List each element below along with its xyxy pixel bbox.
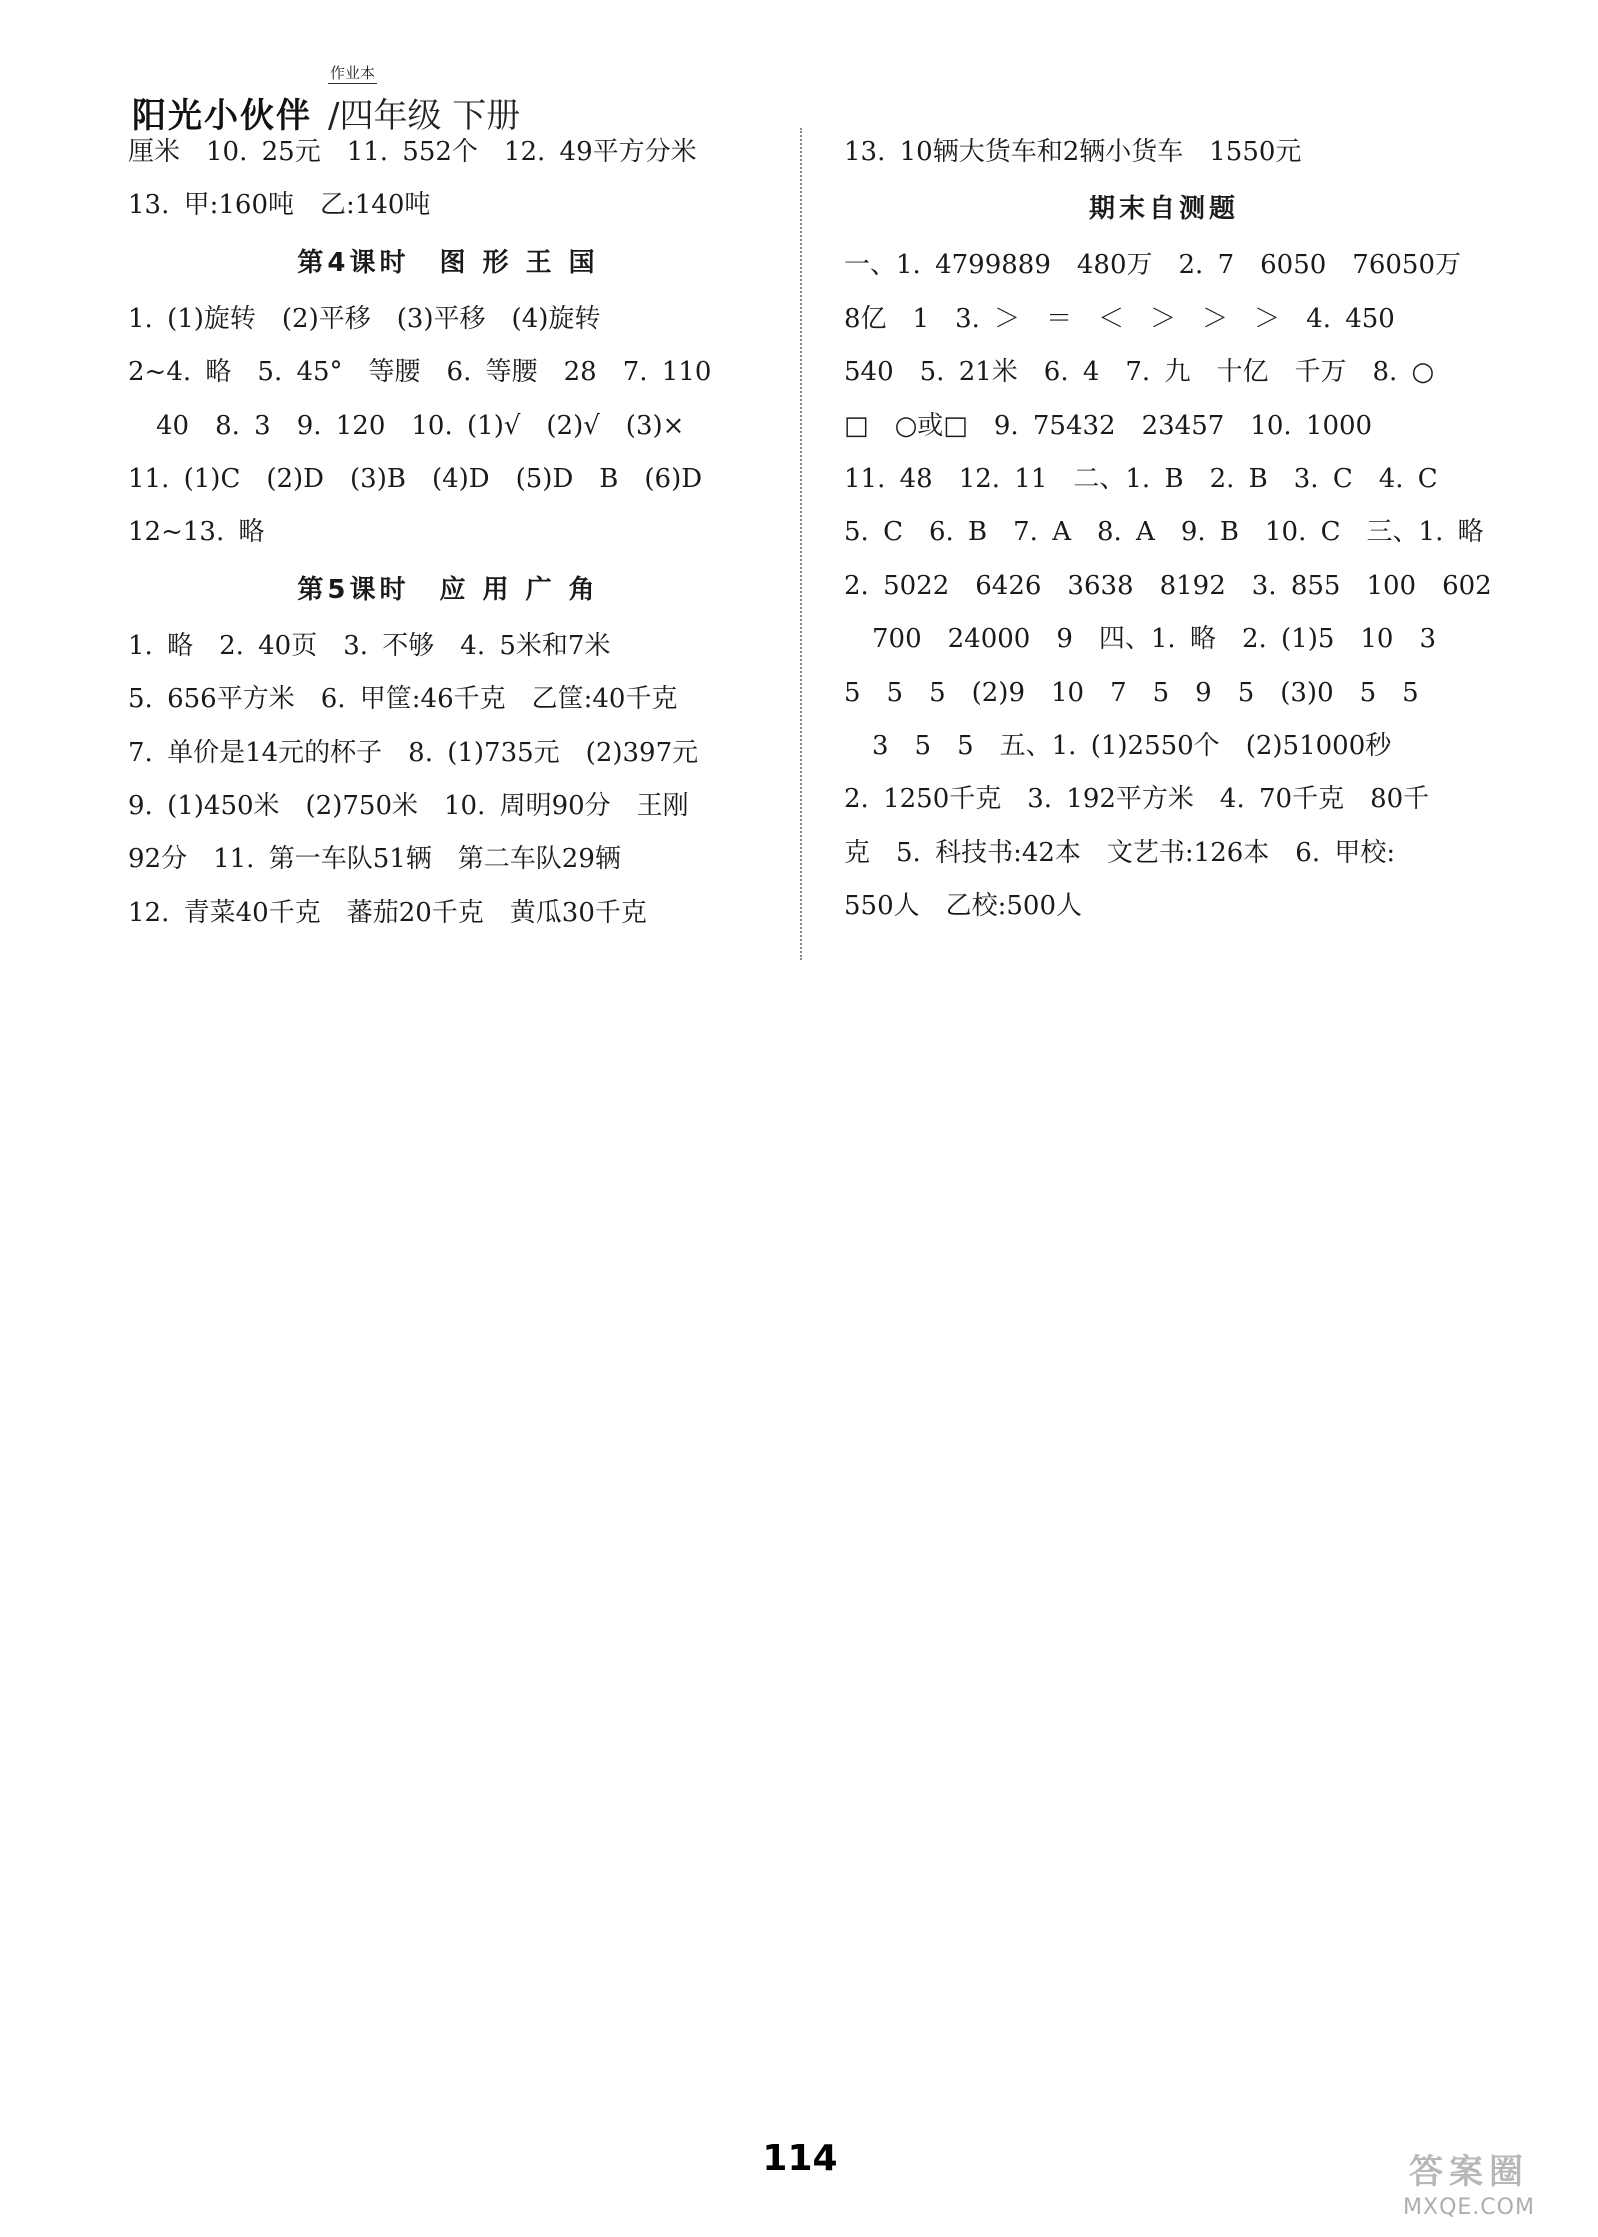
answer-line: 12~13. 略 xyxy=(128,517,265,548)
answer-line: 2. 1250千克 3. 192平方米 4. 70千克 80千 xyxy=(844,784,1430,815)
answer-line: 厘米 10. 25元 11. 552个 12. 49平方分米 xyxy=(128,137,697,167)
answer-line: 5. C 6. B 7. A 8. A 9. B 10. C 三、1. 略 xyxy=(844,517,1484,548)
answer-line: 540 5. 21米 6. 4 7. 九 十亿 千万 8. ○ xyxy=(844,357,1435,388)
answer-line: □ ○或□ 9. 75432 23457 10. 1000 xyxy=(844,410,1373,441)
brand-tag: 作业本 xyxy=(330,64,376,82)
section-title: 第4课时 图 形 王 国 xyxy=(297,247,599,278)
column-divider xyxy=(800,128,802,960)
answer-line: 3 5 5 五、1. (1)2550个 (2)51000秒 xyxy=(872,731,1392,762)
answer-line: 1. (1)旋转 (2)平移 (3)平移 (4)旋转 xyxy=(128,303,601,334)
answer-line: 2~4. 略 5. 45° 等腰 6. 等腰 28 7. 110 xyxy=(128,357,712,388)
answer-line: 5 5 5 (2)9 10 7 5 9 5 (3)0 5 5 xyxy=(844,677,1419,708)
answer-line: 12. 青菜40千克 蕃茄20千克 黄瓜30千克 xyxy=(128,897,647,928)
answer-line: 5. 656平方米 6. 甲筐:46千克 乙筐:40千克 xyxy=(128,684,678,715)
answer-line: 700 24000 9 四、1. 略 2. (1)5 10 3 xyxy=(872,624,1437,655)
answer-line: 40 8. 3 9. 120 10. (1)√ (2)√ (3)× xyxy=(156,410,685,441)
answer-line: 7. 单价是14元的杯子 8. (1)735元 (2)397元 xyxy=(128,737,699,768)
watermark-url: MXQE.COM xyxy=(1403,2195,1535,2220)
watermark-logo xyxy=(1358,2150,1580,2228)
answer-line: 一、1. 4799889 480万 2. 7 6050 76050万 xyxy=(844,250,1461,281)
answer-line: 9. (1)450米 (2)750米 10. 周明90分 王刚 xyxy=(128,791,689,822)
answer-line: 13. 甲:160吨 乙:140吨 xyxy=(128,190,431,221)
answer-line: 8亿 1 3. ＞ ＝ ＜ ＞ ＞ ＞ 4. 450 xyxy=(844,303,1395,334)
brand-logo: 阳光小伙伴 xyxy=(132,96,312,136)
left-column xyxy=(128,126,768,940)
watermark-title: 答案圈 xyxy=(1409,2152,1529,2192)
answer-line: 11. (1)C (2)D (3)B (4)D (5)D B (6)D xyxy=(128,464,703,495)
page-number: 114 xyxy=(762,2138,838,2179)
grade-label: /四年级 下册 xyxy=(328,96,521,136)
answer-line: 13. 10辆大货车和2辆小货车 1550元 xyxy=(844,137,1302,167)
answer-line: 11. 48 12. 11 二、1. B 2. B 3. C 4. C xyxy=(844,464,1438,495)
answer-line: 2. 5022 6426 3638 8192 3. 855 100 602 xyxy=(844,570,1492,601)
section-title: 期末自测题 xyxy=(1088,194,1239,225)
answer-line: 1. 略 2. 40页 3. 不够 4. 5米和7米 xyxy=(128,630,611,661)
section-title: 第5课时 应 用 广 角 xyxy=(297,574,599,605)
answer-line: 92分 11. 第一车队51辆 第二车队29辆 xyxy=(128,844,621,875)
right-column xyxy=(844,126,1492,934)
answer-line: 550人 乙校:500人 xyxy=(844,891,1083,922)
answer-line: 克 5. 科技书:42本 文艺书:126本 6. 甲校: xyxy=(844,837,1396,868)
